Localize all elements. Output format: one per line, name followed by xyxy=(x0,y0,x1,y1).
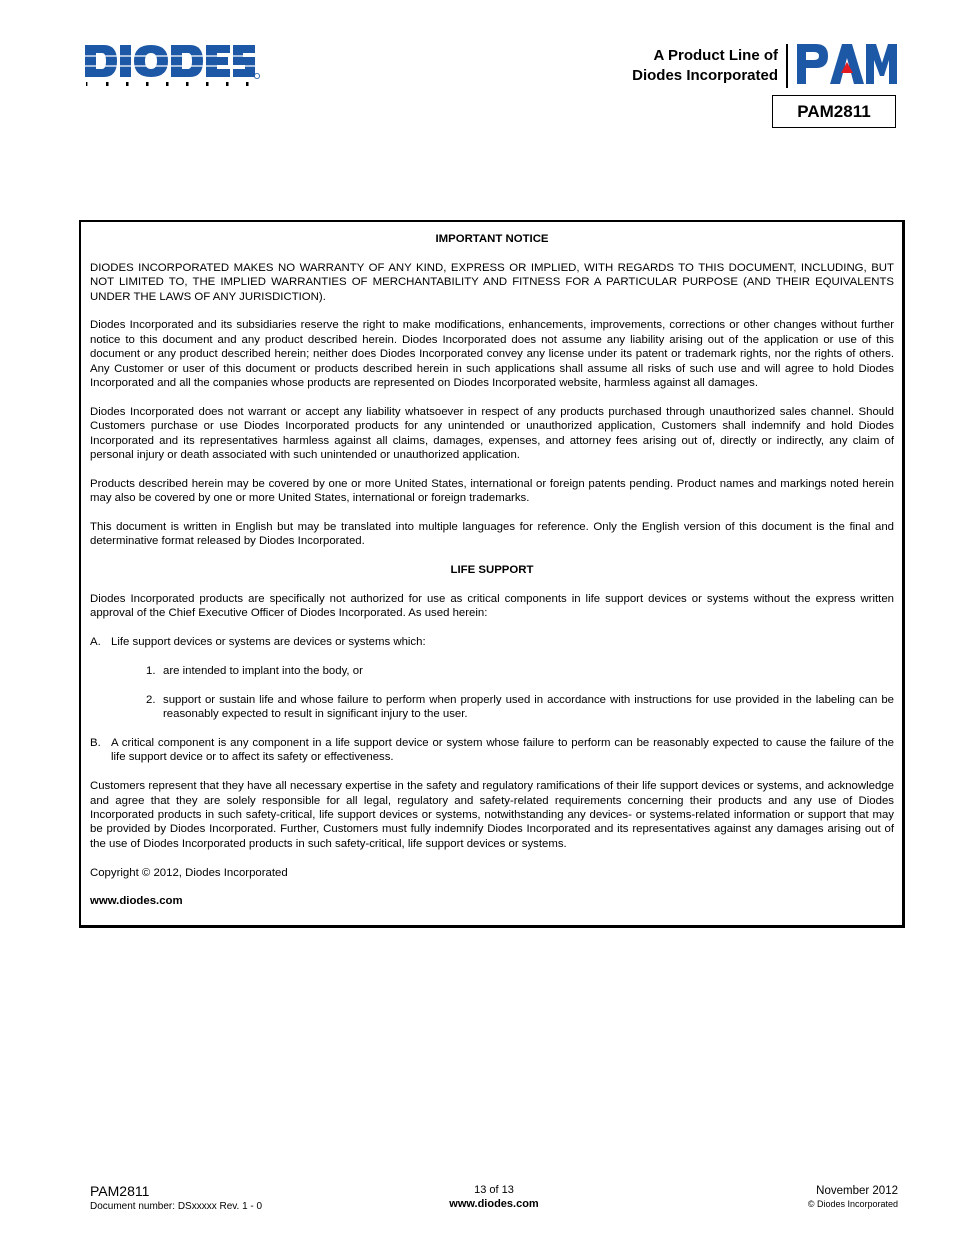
sub-marker-1: 1. xyxy=(146,665,156,678)
list-text-a: Life support devices or systems are devices or systems which: xyxy=(111,636,426,649)
product-line-1: A Product Line of xyxy=(653,47,778,64)
list-item-b xyxy=(90,736,894,765)
pam-logo-icon xyxy=(796,43,898,85)
footer-url-link[interactable]: www.diodes.com xyxy=(449,1198,539,1210)
diodes-logo-icon xyxy=(84,42,262,88)
customers-paragraph: Customers represent that they have all necessary expertise in the safety and regulatory ramifications of their life support devices or systems, and acknowledge and agree that they are solely responsible for all legal, regulatory and safety-related requirements concerning their products and any use of Diodes Incorporated products in such safety-critical, life support devices or systems, notwithstanding any devices- or systems-related information or support that may be provided by Diodes Incorporated. Further, Customers must fully indemnify Diodes Incorporated and its representatives against any damages arising out of the use of Diodes Incorporated products in such safety-critical, life support devices or systems. xyxy=(90,780,894,850)
diodes-logo xyxy=(84,42,262,88)
sub-item-1 xyxy=(146,664,894,678)
part-number-box: PAM2811 xyxy=(772,95,896,128)
footer-copyright: © Diodes Incorporated xyxy=(807,1199,898,1209)
footer-date: November 2012 xyxy=(816,1185,898,1197)
sub-item-2 xyxy=(146,693,894,722)
footer-left xyxy=(90,1183,262,1213)
pam-logo xyxy=(796,43,898,85)
important-notice-box xyxy=(79,220,905,928)
list-marker-b: B. xyxy=(90,737,101,750)
notice-paragraph: This document is written in English but may be translated into multiple languages for reference. Only the English version of this document is the final and determinative format released by Diodes Incorporated. xyxy=(90,521,894,548)
footer-page-number: 13 of 13 xyxy=(474,1184,514,1196)
product-line-2: Diodes Incorporated xyxy=(632,67,778,84)
footer-part-number: PAM2811 xyxy=(90,1183,150,1199)
sub-text-1: are intended to implant into the body, or xyxy=(163,665,363,678)
footer-doc-number: Document number: DSxxxxx Rev. 1 - 0 xyxy=(90,1201,263,1212)
notice-paragraph: Products described herein may be covered by one or more United States, international or foreign patents pending. Product names and markings noted herein may also be covered by one or more United States, international or foreign trademarks. xyxy=(90,477,894,505)
list-marker-a: A. xyxy=(90,636,101,649)
footer-center xyxy=(394,1183,594,1211)
list-text-b: A critical component is any component in a life support device or system whose failure to perform can be reasonably expected to cause the failure of the life support device or to affect its safety or effectiveness. xyxy=(111,737,894,764)
notice-paragraph: DIODES INCORPORATED MAKES NO WARRANTY OF ANY KIND, EXPRESS OR IMPLIED, WITH REGARDS TO THIS DOCUMENT, INCLUDING, BUT NOT LIMITED TO, THE IMPLIED WARRANTIES OF MERCHANTABILITY AND FITNESS FOR A PARTICULAR PURPOSE (AND THEIR EQUIVALENTS UNDER THE LAWS OF ANY JURISDICTION). xyxy=(90,261,894,303)
sub-text-2: support or sustain life and whose failure to perform when properly used in accordance with instructions for use provided in the labeling can be reasonably expected to result in significant injury to the user. xyxy=(163,693,894,721)
list-item-a xyxy=(90,635,894,649)
life-support-intro: Diodes Incorporated products are specifically not authorized for use as critical components in life support devices or systems without the express written approval of the Chief Executive Officer of Diodes Incorporated. As used herein: xyxy=(90,593,894,620)
copyright-text: Copyright © 2012, Diodes Incorporated xyxy=(90,866,288,879)
footer-right xyxy=(808,1184,898,1210)
life-support-title: LIFE SUPPORT xyxy=(450,564,534,577)
website-link[interactable]: www.diodes.com xyxy=(90,895,183,908)
notice-paragraph: Diodes Incorporated does not warrant or accept any liability whatsoever in respect of any products purchased through unauthorized sales channel. Should Customers purchase or use Diodes Incorporated products for any unintended or unauthorized application, Customers shall indemnify and hold Diodes Incorporated and its representatives harmless against all claims, damages, expenses, and attorney fees arising out of, directly or indirectly, any claim of personal injury or death associated with such unintended or unauthorized application. xyxy=(90,405,894,462)
important-notice-title: IMPORTANT NOTICE xyxy=(435,233,549,245)
notice-paragraph: Diodes Incorporated and its subsidiaries reserve the right to make modifications, enhancements, improvements, corrections or other changes without further notice to this document and any product described herein. Diodes Incorporated does not assume any liability arising out of the application or use of this document or any product described herein; neither does Diodes Incorporated convey any license under its patent or trademark rights, nor the rights of others. Any Customer or user of this document or products described herein in such applications shall assume all risks of such use and will agree to hold Diodes Incorporated and all the companies whose products are represented on Diodes Incorporated website, harmless against all damages. xyxy=(90,319,894,390)
product-line-text xyxy=(632,46,778,86)
header-divider xyxy=(786,44,788,88)
sub-marker-2: 2. xyxy=(146,693,156,706)
